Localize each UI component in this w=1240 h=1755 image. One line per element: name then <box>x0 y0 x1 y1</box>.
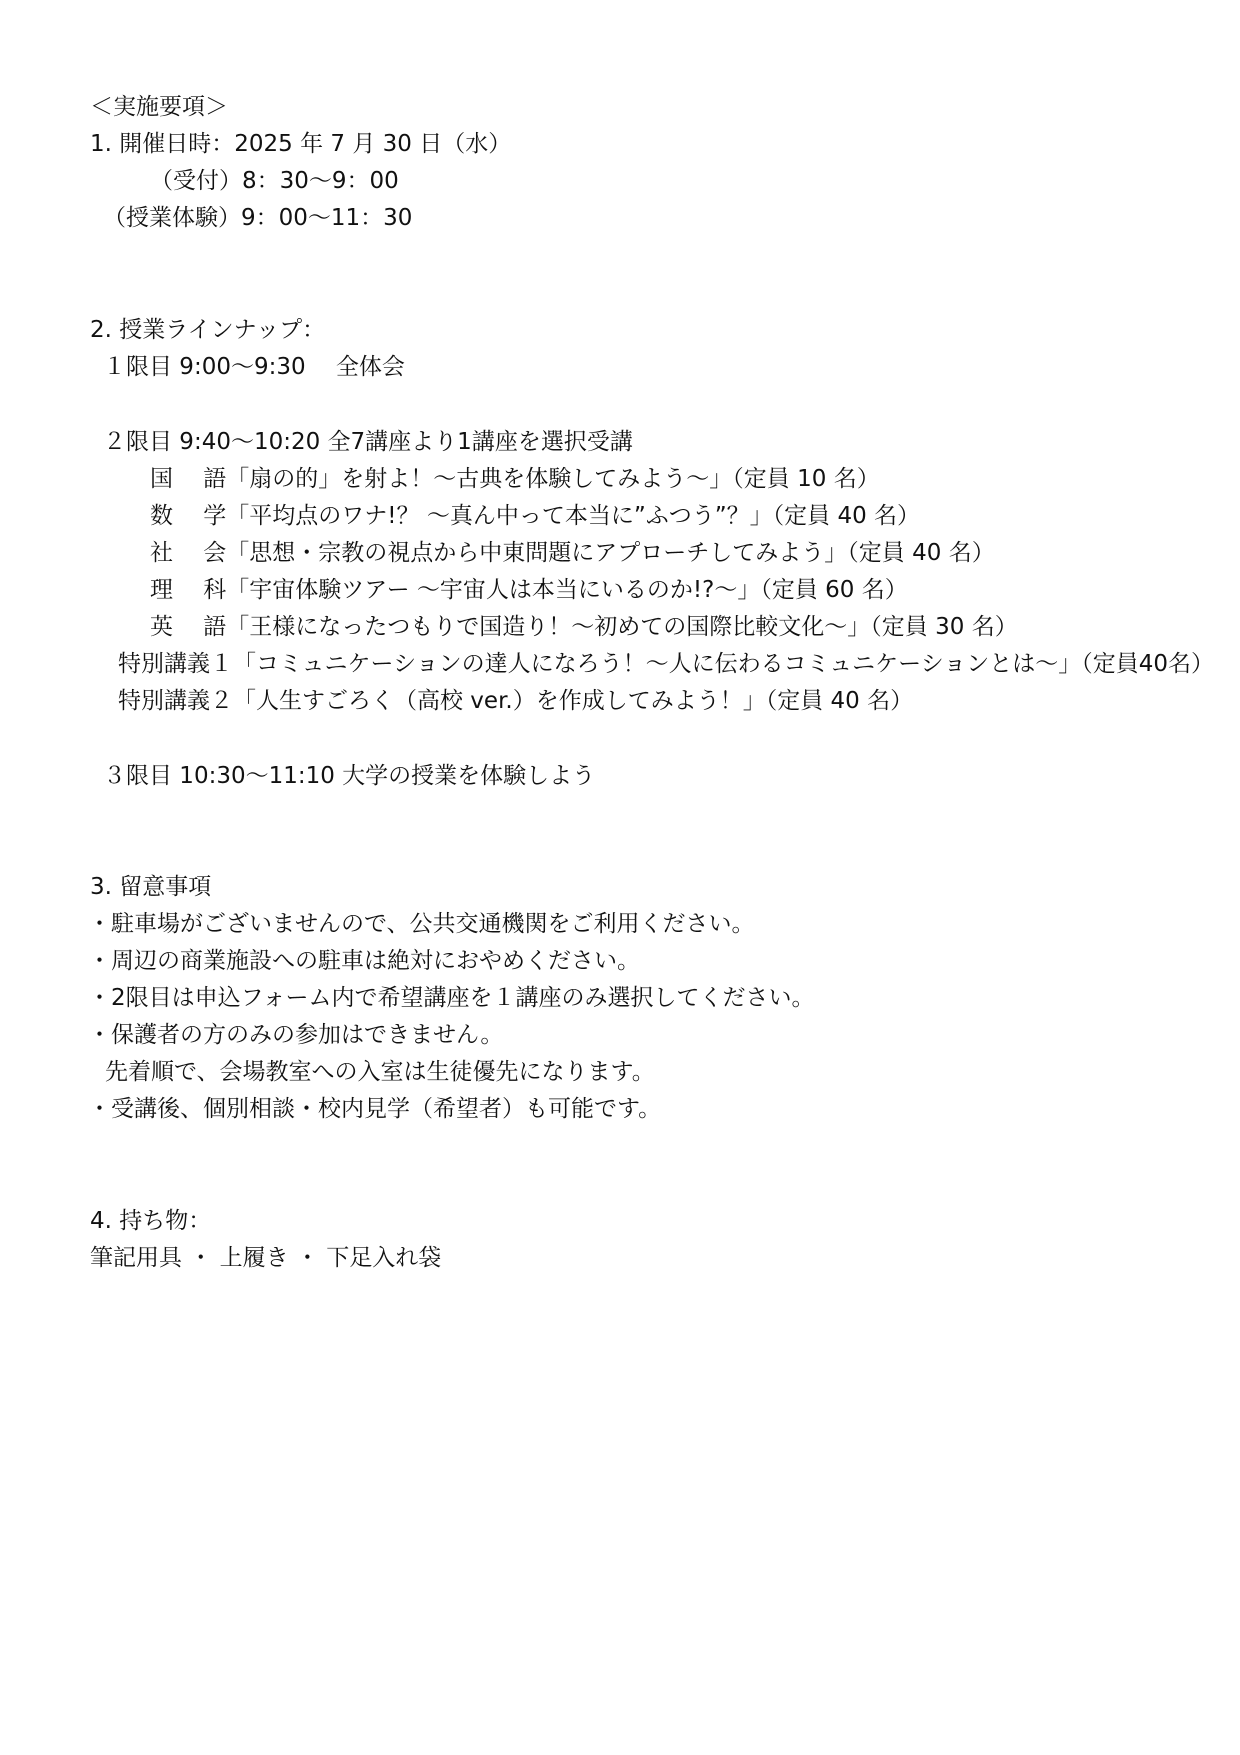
note-item: 先着順で、会場教室への入室は生徒優先になります。 <box>105 1059 655 1085</box>
notes-title: 3. 留意事項 <box>90 874 212 900</box>
special-lecture-item: 特別講義２「人生すごろく（高校 ver.）を作成してみよう！」（定員 40 名） <box>118 688 914 714</box>
note-item: ・駐車場がございませんので、公共交通機関をご利用ください。 <box>88 911 755 937</box>
course-item: 社 会「思想・宗教の視点から中東問題にアプローチしてみよう」（定員 40 名） <box>150 540 995 566</box>
note-item: ・保護者の方のみの参加はできません。 <box>88 1022 504 1048</box>
schedule-class-trial: （授業体験）9：00～11：30 <box>103 205 413 231</box>
lineup-period1: １限目 9:00～9:30 全体会 <box>103 354 405 380</box>
lineup-period2: ２限目 9:40～10:20 全7講座より1講座を選択受講 <box>103 429 633 455</box>
note-item: ・周辺の商業施設への駐車は絶対におやめください。 <box>88 948 640 974</box>
schedule-reception: （受付）8：30～9：00 <box>150 168 399 194</box>
special-lecture-item: 特別講義１「コミュニケーションの達人になろう！～人に伝わるコミュニケーションとは～」（定員40名） <box>118 651 1215 677</box>
lineup-title: 2. 授業ラインナップ： <box>90 317 326 343</box>
belongings-items: 筆記用具 ・ 上履き ・ 下足入れ袋 <box>90 1245 442 1271</box>
course-item: 理 科「宇宙体験ツアー ～宇宙人は本当にいるのか!?～」（定員 60 名） <box>150 577 908 603</box>
course-item: 数 学「平均点のワナ!？ ～真ん中って本当に”ふつう”？」（定員 40 名） <box>150 503 921 529</box>
schedule-title: 1. 開催日時：2025 年 7 月 30 日（水） <box>90 131 512 157</box>
lineup-period3: ３限目 10:30～11:10 大学の授業を体験しよう <box>103 763 596 789</box>
section-heading: ＜実施要項＞ <box>90 94 228 120</box>
belongings-title: 4. 持ち物： <box>90 1208 212 1234</box>
course-item: 国 語「扇の的」を射よ！～古典を体験してみよう～」（定員 10 名） <box>150 466 880 492</box>
note-item: ・受講後、個別相談・校内見学（希望者）も可能です。 <box>88 1096 662 1122</box>
note-item: ・2限目は申込フォーム内で希望講座を１講座のみ選択してください。 <box>88 985 815 1011</box>
course-item: 英 語「王様になったつもりで国造り！～初めての国際比較文化～」（定員 30 名） <box>150 614 1018 640</box>
